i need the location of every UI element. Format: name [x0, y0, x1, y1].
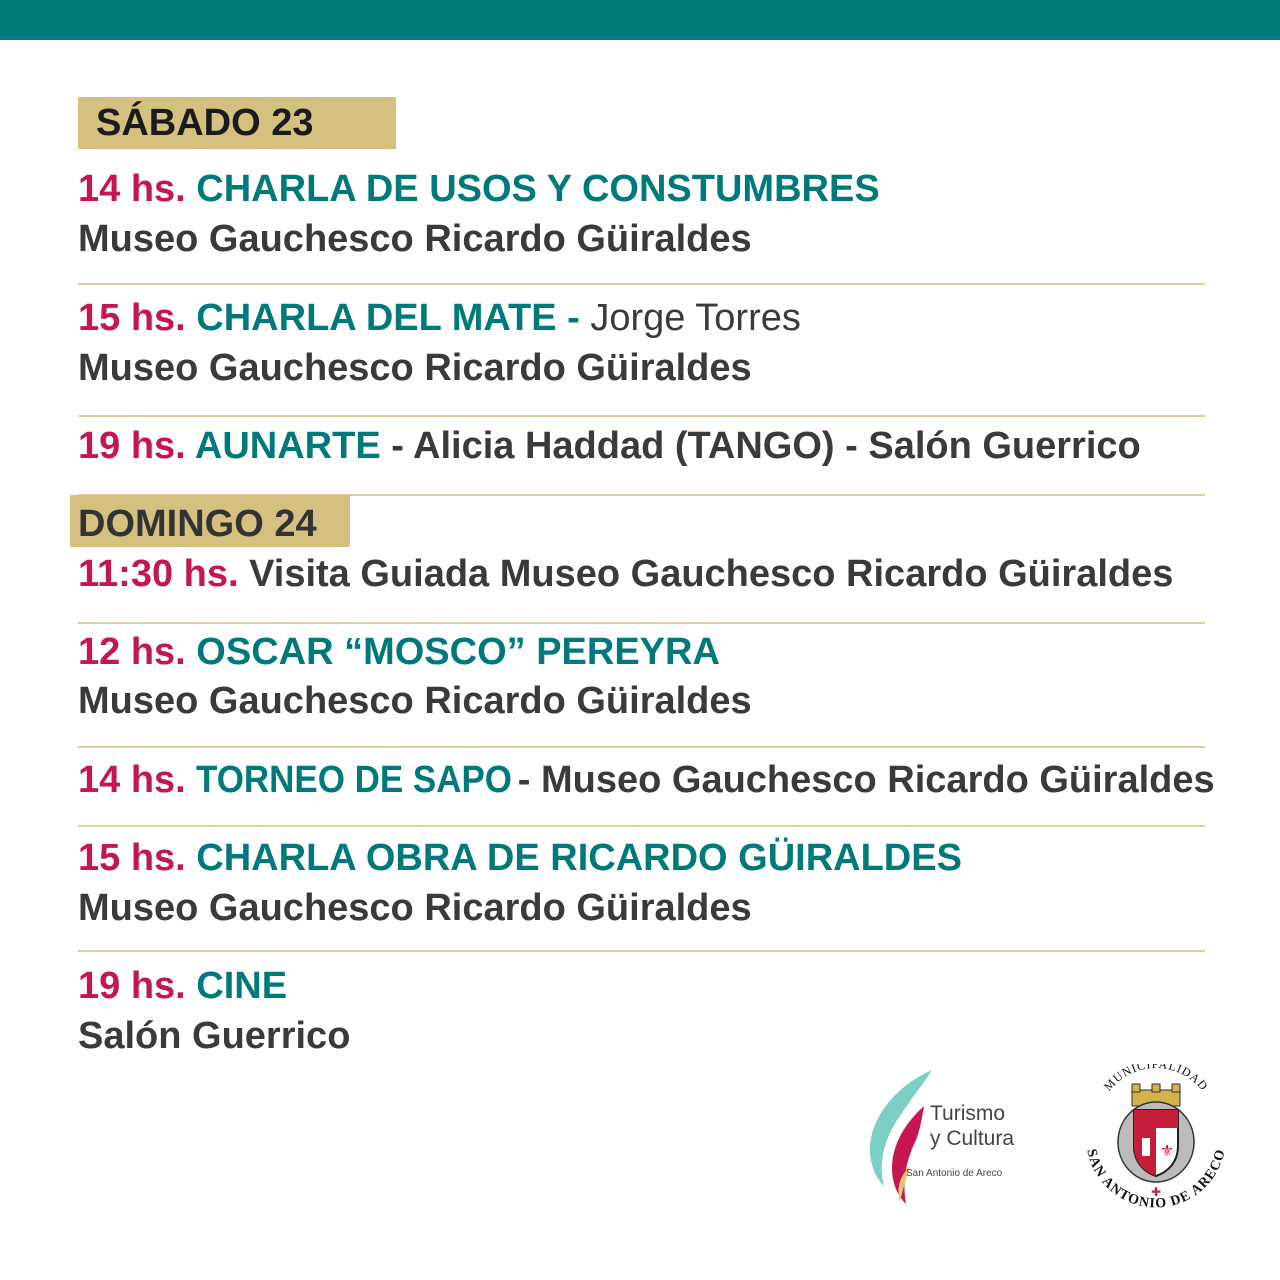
event-title: CHARLA DE USOS Y CONSTUMBRES — [196, 168, 880, 210]
divider — [78, 622, 1205, 624]
event-guest: Jorge Torres — [590, 297, 801, 339]
logo-text-place: San Antonio de Areco — [906, 1168, 1003, 1179]
event-time: 19 hs. — [78, 965, 186, 1007]
event-title: AUNARTE — [194, 425, 381, 467]
event-7-location: Museo Gauchesco Ricardo Güiraldes — [78, 887, 752, 929]
svg-text:✚: ✚ — [1150, 1185, 1162, 1199]
divider — [78, 283, 1205, 285]
event-4-heading — [78, 551, 1173, 597]
municipalidad-logo — [1076, 1064, 1236, 1224]
divider — [78, 950, 1205, 952]
event-time: 12 hs. — [78, 631, 186, 673]
event-time: 19 hs. — [78, 425, 186, 467]
event-time: 11:30 hs. — [78, 553, 239, 595]
day-label-sunday: DOMINGO 24 — [70, 495, 350, 547]
event-separator: - — [556, 297, 591, 339]
event-2-location: Museo Gauchesco Ricardo Güiraldes — [78, 347, 752, 389]
top-bar — [0, 0, 1280, 40]
divider — [78, 825, 1205, 827]
event-8-location: Salón Guerrico — [78, 1015, 351, 1057]
svg-text:⚜: ⚜ — [1159, 1143, 1175, 1160]
event-title: TORNEO DE SAPO — [196, 759, 513, 801]
event-7-heading — [78, 835, 962, 881]
day-label-saturday: SÁBADO 23 — [78, 97, 396, 149]
logo-text-turismo: Turismo — [930, 1102, 1006, 1125]
event-time: 15 hs. — [78, 297, 186, 339]
event-1-location: Museo Gauchesco Ricardo Güiraldes — [78, 218, 752, 260]
event-2-heading — [78, 295, 801, 341]
event-title: CHARLA DEL MATE — [196, 297, 557, 339]
event-details: - Alicia Haddad (TANGO) - Salón Guerrico — [380, 425, 1141, 467]
event-5-heading — [78, 629, 720, 675]
coat-of-arms-icon — [1076, 1064, 1236, 1224]
turismo-cultura-logo — [866, 1068, 1026, 1208]
event-time: 14 hs. — [78, 759, 186, 801]
event-details: Visita Guiada Museo Gauchesco Ricardo Güiraldes — [238, 553, 1174, 595]
event-time: 15 hs. — [78, 837, 186, 879]
event-3-heading — [78, 423, 1141, 469]
event-5-location: Museo Gauchesco Ricardo Güiraldes — [78, 680, 752, 722]
event-1-heading — [78, 166, 880, 212]
event-title: CINE — [196, 965, 288, 1007]
event-details: - Museo Gauchesco Ricardo Güiraldes — [517, 759, 1215, 801]
feather-icon — [866, 1068, 936, 1208]
divider — [78, 746, 1205, 748]
logo-text-municipalidad: MUNICIPALIDAD — [1100, 1064, 1212, 1094]
logo-text-cultura: y Cultura — [930, 1127, 1015, 1150]
event-title: CHARLA OBRA DE RICARDO GÜIRALDES — [196, 837, 962, 879]
divider — [78, 415, 1205, 417]
event-6-heading — [78, 757, 1215, 803]
event-title: OSCAR “MOSCO” PEREYRA — [196, 631, 720, 673]
event-time: 14 hs. — [78, 168, 186, 210]
logo-text-san-antonio: SAN ANTONIO DE ARECO — [1083, 1147, 1229, 1212]
event-8-heading — [78, 963, 287, 1009]
